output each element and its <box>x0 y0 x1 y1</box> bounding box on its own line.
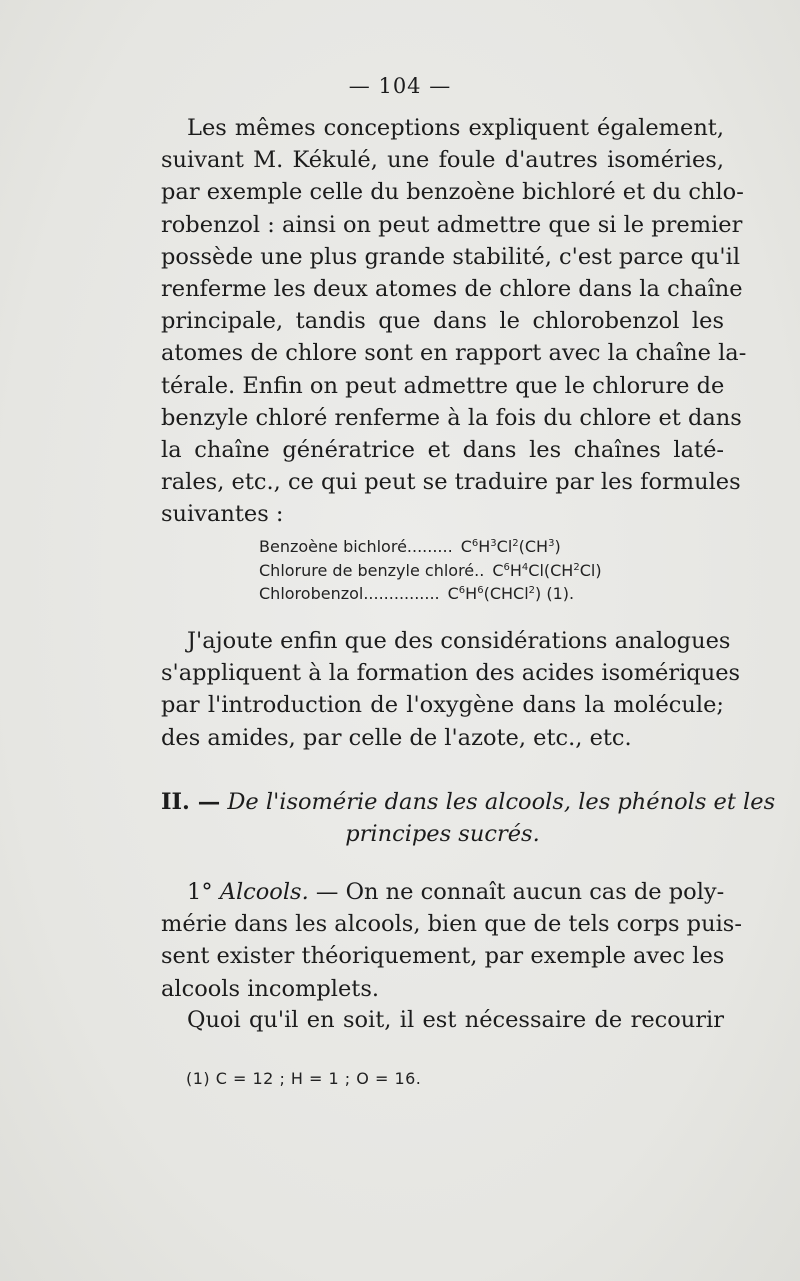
formula-part: H <box>509 560 522 580</box>
text-line: Les mêmes conceptions expliquent également, <box>187 115 724 141</box>
text-line: robenzol : ainsi on peut admettre que si le premier <box>161 211 743 238</box>
text-line: suivant M. Kékulé, une foule d'autres isoméries, <box>161 147 724 174</box>
chemical-formula <box>461 535 561 559</box>
formula-part: ) <box>554 537 561 556</box>
formula-part: C <box>460 537 472 556</box>
chemical-formula <box>492 559 601 583</box>
formula-part: H <box>478 537 491 556</box>
text-line: renferme les deux atomes de chlore dans la chaîne <box>161 276 743 303</box>
formula-row <box>259 535 602 559</box>
formula-subscript: 3 <box>490 538 497 549</box>
formula-subscript: 6 <box>477 585 484 596</box>
text-line: benzyle chloré renferme à la fois du chlore et dans <box>161 404 742 431</box>
formula-part: H <box>465 584 478 603</box>
text-line: par l'introduction de l'oxygène dans la molécule; <box>161 692 724 719</box>
section-heading <box>161 786 776 850</box>
formula-part: C <box>447 584 459 603</box>
text-line: mérie dans les alcools, bien que de tels corps puis- <box>161 911 742 938</box>
formula-part: Cl) <box>579 560 602 580</box>
chemical-formula <box>448 582 574 606</box>
text-line: possède une plus grande stabilité, c'est parce qu'il <box>161 243 741 270</box>
formula-subscript: 2 <box>528 585 536 596</box>
formula-part: ) (1). <box>535 584 575 603</box>
formula-list <box>259 535 602 606</box>
section-title: De l'isomérie dans les alcools, les phénols et les <box>227 789 776 815</box>
italic-term: Alcools. <box>219 879 309 905</box>
formula-subscript: 4 <box>521 561 529 573</box>
section-title-continued: principes sucrés. <box>345 821 540 847</box>
formula-part: C <box>492 560 504 580</box>
formula-part: Cl <box>496 537 513 556</box>
text-line: 1° Alcools. — On ne connaît aucun cas de poly- <box>187 879 725 905</box>
text-line: la chaîne génératrice et dans les chaînes laté- <box>161 437 724 464</box>
formula-subscript: 6 <box>471 538 479 549</box>
formula-row <box>259 582 602 606</box>
formula-subscript: 6 <box>503 561 510 573</box>
text-line: Quoi qu'il en soit, il est nécessaire de recourir <box>187 1007 724 1033</box>
paragraph-alcools <box>161 876 742 1005</box>
formula-part: Cl(CH <box>528 560 574 580</box>
formula-subscript: 6 <box>458 585 466 596</box>
section-heading-line <box>161 786 776 818</box>
text-line: s'appliquent à la formation des acides isomériques <box>161 660 741 687</box>
formula-subscript: 3 <box>548 538 555 549</box>
text-line: principale, tandis que dans le chlorobenzol les <box>161 308 724 335</box>
formula-part: (CH <box>518 537 549 556</box>
text-line: sent exister théoriquement, par exemple avec les <box>161 943 725 970</box>
footnote: (1) C = 12 ; H = 1 ; O = 16. <box>186 1069 422 1088</box>
text-line: atomes de chlore sont en rapport avec la chaîne la- <box>161 340 747 367</box>
compound-name: Chlorobenzol............... <box>259 584 440 603</box>
text-line: des amides, par celle de l'azote, etc., etc. <box>161 724 632 751</box>
text-line: alcools incomplets. <box>161 975 380 1002</box>
formula-part: (CHCl <box>483 584 529 603</box>
formula-row <box>259 559 602 583</box>
text-line: rales, etc., ce qui peut se traduire par les formules <box>161 469 741 496</box>
text-line: par exemple celle du benzoène bichloré et du chlo- <box>161 179 744 206</box>
paragraph-recourir <box>161 1004 724 1036</box>
formula-subscript: 2 <box>573 561 580 573</box>
compound-name: Chlorure de benzyle chloré.. <box>259 560 485 580</box>
text-line: J'ajoute enfin que des considérations analogues <box>187 628 731 654</box>
text-line: suivantes : <box>161 501 284 528</box>
page-number: — 104 — <box>348 74 452 98</box>
text-line: térale. Enfin on peut admettre que le chlorure de <box>161 372 725 399</box>
paragraph-isomeries <box>161 112 747 531</box>
formula-subscript: 2 <box>512 538 519 549</box>
section-number: II. — <box>161 789 221 815</box>
paragraph-analogues <box>161 625 741 754</box>
compound-name: Benzoène bichloré......... <box>259 537 453 556</box>
